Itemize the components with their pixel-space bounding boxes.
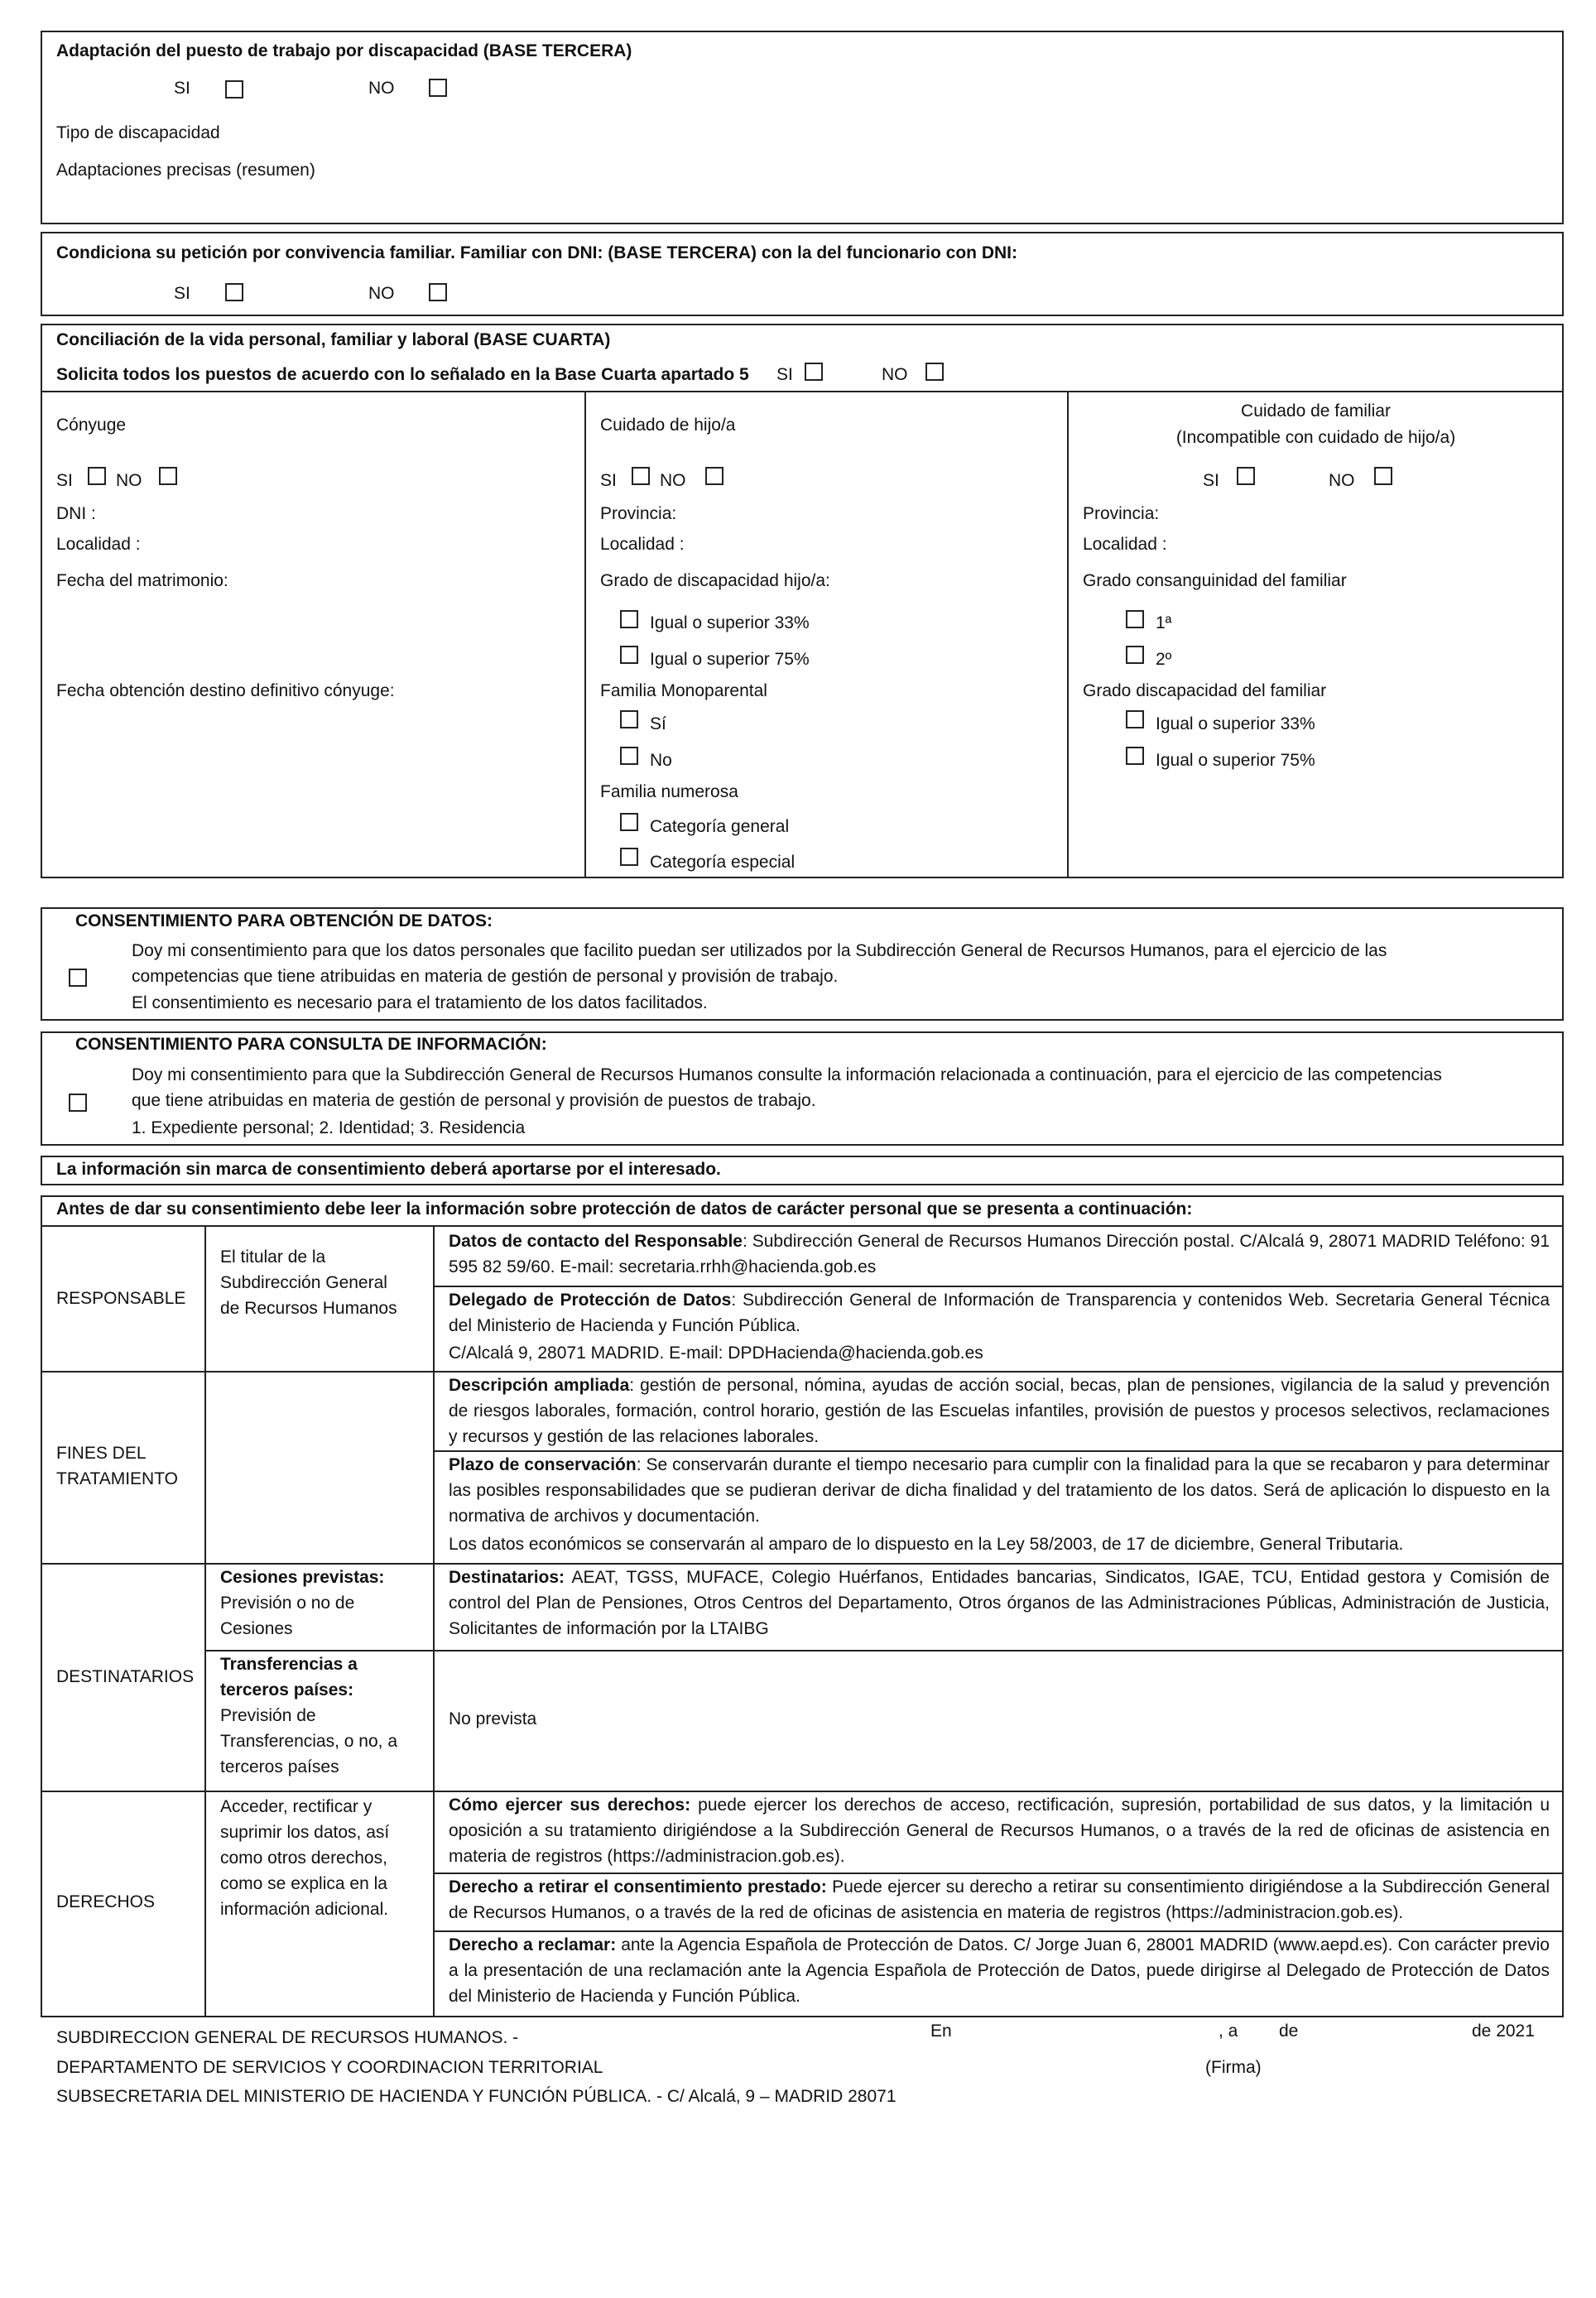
footer-a: , a bbox=[1219, 2022, 1238, 2041]
familiar-opt1-label: Igual o superior 33% bbox=[1156, 714, 1315, 733]
footer-firma: (Firma) bbox=[1205, 2058, 1262, 2077]
hijo-no-label: NO bbox=[660, 471, 686, 490]
hijo-si-checkbox[interactable] bbox=[632, 467, 650, 485]
fines-label: FINES DEL TRATAMIENTO bbox=[56, 1444, 178, 1488]
consent-consulta-line2: que tiene atribuidas en materia de gestión de personal y provisión de puestos de trabajo. bbox=[132, 1091, 816, 1110]
hijo-no-checkbox[interactable] bbox=[705, 467, 723, 485]
fines-descripcion bbox=[449, 1373, 1550, 1449]
hijo-mono-no-label: No bbox=[650, 751, 672, 770]
hijo-cat-especial-checkbox[interactable] bbox=[620, 848, 638, 866]
responsable-dpd-text2: C/Alcalá 9, 28071 MADRID. E-mail: DPDHacienda@hacienda.gob.es bbox=[449, 1344, 983, 1363]
destinatarios-label: DESTINATARIOS bbox=[56, 1667, 195, 1686]
derechos-reclamar bbox=[449, 1932, 1550, 2009]
consent-consulta-checkbox[interactable] bbox=[69, 1094, 87, 1112]
familiar-provincia: Provincia: bbox=[1083, 504, 1160, 523]
conciliacion-col-divider-2 bbox=[1067, 391, 1069, 878]
destinatarios-mid1-text: Previsión o no de Cesiones bbox=[220, 1594, 355, 1638]
familiar-localidad: Localidad : bbox=[1083, 535, 1167, 554]
hijo-opt1-checkbox[interactable] bbox=[620, 610, 638, 628]
adaptaciones-label: Adaptaciones precisas (resumen) bbox=[56, 161, 315, 180]
familiar-header-1: Cuidado de familiar bbox=[1241, 401, 1391, 421]
destinatarios-mid1-title: Cesiones previstas: bbox=[220, 1568, 385, 1587]
conyuge-localidad: Localidad : bbox=[56, 535, 141, 554]
consent-obtencion-checkbox[interactable] bbox=[69, 969, 87, 987]
conciliacion-col-divider-1 bbox=[584, 391, 586, 878]
familiar-opt1-checkbox[interactable] bbox=[1126, 710, 1144, 728]
responsable-contact bbox=[449, 1228, 1550, 1280]
sin-marca-text: La información sin marca de consentimiento deberá aportarse por el interesado. bbox=[56, 1160, 721, 1179]
consent-consulta-title: CONSENTIMIENTO PARA CONSULTA DE INFORMACIÓN: bbox=[75, 1035, 547, 1054]
conyuge-no-label: NO bbox=[116, 471, 142, 490]
conciliacion-no-checkbox[interactable] bbox=[925, 363, 944, 381]
derechos-retirar-text: Puede ejercer su derecho a retirar su consentimiento dirigiéndose a la Subdirección General de Recursos Humanos, o a través de la red de oficinas de asistencia en materia de registros (https://administracion.gob.es). bbox=[449, 1877, 1550, 1922]
responsable-dpd bbox=[449, 1287, 1550, 1339]
hijo-si-label: SI bbox=[600, 471, 617, 490]
conyuge-fecha-matrimonio: Fecha del matrimonio: bbox=[56, 571, 228, 590]
familiar-header-2: (Incompatible con cuidado de hijo/a) bbox=[1175, 428, 1456, 447]
familiar-si-checkbox[interactable] bbox=[1237, 467, 1255, 485]
conyuge-dni: DNI : bbox=[56, 504, 96, 523]
adaptacion-no-checkbox[interactable] bbox=[429, 79, 447, 97]
responsable-mid: El titular de la Subdirección General de Recursos Humanos bbox=[220, 1248, 397, 1318]
familiar-consanguinidad: Grado consanguinidad del familiar bbox=[1083, 571, 1347, 590]
hijo-mono-si-checkbox[interactable] bbox=[620, 710, 638, 728]
hijo-provincia: Provincia: bbox=[600, 504, 677, 523]
convivencia-no-checkbox[interactable] bbox=[429, 283, 447, 301]
familiar-g2-label: 2º bbox=[1156, 650, 1172, 669]
derechos-retirar bbox=[449, 1874, 1550, 1925]
consent-obtencion-line1: Doy mi consentimiento para que los datos personales que facilito puedan ser utilizados por la Subdirección General de Recursos Humanos, para el ejercicio de las bbox=[132, 941, 1387, 960]
hijo-mono-si-label: Sí bbox=[650, 714, 666, 733]
conyuge-header: Cónyuge bbox=[56, 416, 127, 435]
familiar-opt2-label: Igual o superior 75% bbox=[1156, 751, 1315, 770]
destinatarios-title: Destinatarios: bbox=[449, 1568, 565, 1587]
conciliacion-no-label: NO bbox=[882, 365, 908, 384]
hijo-opt2-checkbox[interactable] bbox=[620, 646, 638, 664]
responsable-contact-text: : Subdirección General de Recursos Humanos Dirección postal. C/Alcalá 9, 28071 MADRID Teléfono: 91 595 82 59/60. E-mail: secretaria.rrhh@hacienda.gob.es bbox=[449, 1232, 1550, 1276]
proteccion-header: Antes de dar su consentimiento debe leer la información sobre protección de datos de carácter personal que se presenta a continuación: bbox=[56, 1199, 1193, 1219]
conciliacion-si-label: SI bbox=[776, 365, 793, 384]
consent-consulta-line1: Doy mi consentimiento para que la Subdirección General de Recursos Humanos consulte la información relacionada a continuación, para el ejercicio de las competencias bbox=[132, 1065, 1442, 1084]
adaptacion-title: Adaptación del puesto de trabajo por discapacidad (BASE TERCERA) bbox=[56, 41, 632, 60]
fines-plazo-text2: Los datos económicos se conservarán al amparo de lo dispuesto en la Ley 58/2003, de 17 de diciembre, General Tributaria. bbox=[449, 1535, 1404, 1554]
hijo-header: Cuidado de hijo/a bbox=[600, 416, 736, 435]
familiar-grado-disc: Grado discapacidad del familiar bbox=[1083, 681, 1327, 700]
familiar-g1-label: 1ª bbox=[1156, 613, 1172, 632]
destinatarios-body: AEAT, TGSS, MUFACE, Colegio Huérfanos, Entidades bancarias, Sindicatos, IGAE, TCU, Entidad gestora y Comisión de control del Plan de Pensiones, Otros Centros del Departamento, Otros órganos de las Administraciones Públicas, Administración de Justicia, Solicitantes de información por la LTAIBG bbox=[449, 1568, 1550, 1638]
conciliacion-subtitle: Solicita todos los puestos de acuerdo con lo señalado en la Base Cuarta apartado 5 bbox=[56, 365, 749, 384]
convivencia-no-label: NO bbox=[368, 284, 395, 303]
responsable-contact-title: Datos de contacto del Responsable bbox=[449, 1232, 743, 1251]
hijo-cat-general-checkbox[interactable] bbox=[620, 813, 638, 831]
tipo-discapacidad-label: Tipo de discapacidad bbox=[56, 123, 220, 142]
consent-obtencion-title: CONSENTIMIENTO PARA OBTENCIÓN DE DATOS: bbox=[75, 911, 493, 930]
hijo-localidad: Localidad : bbox=[600, 535, 685, 554]
destinatarios-mid2-text: Previsión de Transferencias, o no, a terceros países bbox=[220, 1706, 397, 1776]
familiar-g1-checkbox[interactable] bbox=[1126, 610, 1144, 628]
fines-plazo-title: Plazo de conservación bbox=[449, 1455, 637, 1474]
consent-obtencion-line2: competencias que tiene atribuidas en materia de gestión de personal y provisión de trabajo. bbox=[132, 967, 839, 986]
familiar-si-label: SI bbox=[1203, 471, 1219, 490]
adaptacion-no-label: NO bbox=[368, 79, 395, 98]
responsable-label: RESPONSABLE bbox=[56, 1289, 186, 1308]
derechos-label: DERECHOS bbox=[56, 1892, 156, 1911]
conciliacion-title: Conciliación de la vida personal, familiar y laboral (BASE CUARTA) bbox=[56, 330, 611, 349]
destinatarios-mid2 bbox=[220, 1651, 411, 1780]
proteccion-col-divider-2 bbox=[433, 1225, 435, 2017]
hijo-cat-general-label: Categoría general bbox=[650, 817, 790, 836]
responsable-dpd-title: Delegado de Protección de Datos bbox=[449, 1291, 732, 1310]
derechos-ejercer-text: puede ejercer los derechos de acceso, rectificación, supresión, portabilidad de sus datos, y la limitación u oposición a su tratamiento dirigiéndose a la Subdirección General de Recursos Humanos, o a través de la red de oficinas de asistencia en materia de registros (https://administracion.gob.es). bbox=[449, 1796, 1550, 1866]
derechos-reclamar-text: ante la Agencia Española de Protección de Datos. C/ Jorge Juan 6, 28001 MADRID (www.aepd.es). Con carácter previo a la presentación de una reclamación ante la Agencia Española de Protección de Datos, puede dirigirse al Delegado de Protección de Datos del Ministerio de Hacienda y Función Pública. bbox=[449, 1935, 1550, 2006]
fines-plazo-text: : Se conservarán durante el tiempo necesario para cumplir con la finalidad para la que se recabaron y para determinar las posibles responsabilidades que se pudieran derivar de dicha finalidad y del tratamiento de los datos. Será de aplicación lo dispuesto en la normativa de archivos y documentación. bbox=[449, 1455, 1550, 1526]
destinatarios-mid1 bbox=[220, 1565, 423, 1642]
derechos-reclamar-title: Derecho a reclamar: bbox=[449, 1935, 617, 1954]
convivencia-title: Condiciona su petición por convivencia familiar. Familiar con DNI: (BASE TERCERA) con la del funcionario con DNI: bbox=[56, 243, 1017, 262]
hijo-opt1-label: Igual o superior 33% bbox=[650, 613, 810, 632]
familiar-opt2-checkbox[interactable] bbox=[1126, 747, 1144, 765]
conyuge-fecha-destino: Fecha obtención destino definitivo cónyuge: bbox=[56, 681, 395, 700]
proteccion-header-divider bbox=[41, 1225, 1564, 1227]
fines-descripcion-text: : gestión de personal, nómina, ayudas de acción social, becas, plan de pensiones, vigilancia de la salud y prevención de riesgos laborales, formación, control horario, gestión de las Escuelas infantiles, provisión de puestos y procesos selectivos, reclamaciones y recursos y gestión de las relaciones laborales. bbox=[449, 1376, 1550, 1446]
convivencia-si-checkbox[interactable] bbox=[225, 283, 243, 301]
destinatarios-mid2-title: Transferencias a terceros países: bbox=[220, 1655, 358, 1699]
hijo-monoparental: Familia Monoparental bbox=[600, 681, 767, 700]
footer-de: de bbox=[1279, 2022, 1299, 2041]
derechos-retirar-title: Derecho a retirar el consentimiento prestado: bbox=[449, 1877, 827, 1897]
familiar-g2-checkbox[interactable] bbox=[1126, 646, 1144, 664]
footer-line3: SUBSECRETARIA DEL MINISTERIO DE HACIENDA Y FUNCIÓN PÚBLICA. - C/ Alcalá, 9 – MADRID 28071 bbox=[56, 2087, 897, 2106]
destinatarios-text bbox=[449, 1565, 1550, 1642]
hijo-opt2-label: Igual o superior 75% bbox=[650, 650, 810, 669]
fines-descripcion-title: Descripción ampliada bbox=[449, 1376, 630, 1395]
hijo-numerosa: Familia numerosa bbox=[600, 782, 738, 801]
derechos-mid: Acceder, rectificar y suprimir los datos, así como otros derechos, como se explica en la información adicional. bbox=[220, 1797, 390, 1919]
derechos-ejercer-title: Cómo ejercer sus derechos: bbox=[449, 1796, 691, 1815]
hijo-cat-especial-label: Categoría especial bbox=[650, 853, 796, 872]
proteccion-col-divider-1 bbox=[204, 1225, 206, 2017]
conciliacion-divider bbox=[41, 391, 1564, 392]
responsable-dpd-text: : Subdirección General de Información de Transparencia y contenidos Web. Secretaria General Técnica del Ministerio de Hacienda y Función Pública. bbox=[449, 1291, 1550, 1335]
adaptacion-si-checkbox[interactable] bbox=[225, 80, 243, 99]
conyuge-si-checkbox[interactable] bbox=[88, 467, 106, 485]
hijo-grado: Grado de discapacidad hijo/a: bbox=[600, 571, 830, 590]
familiar-no-label: NO bbox=[1329, 471, 1355, 490]
conyuge-si-label: SI bbox=[56, 471, 73, 490]
adaptacion-si-label: SI bbox=[174, 79, 190, 98]
familiar-no-checkbox[interactable] bbox=[1374, 467, 1392, 485]
consent-obtencion-line3: El consentimiento es necesario para el tratamiento de los datos facilitados. bbox=[132, 993, 708, 1012]
destinatarios-no-prevista: No prevista bbox=[449, 1709, 537, 1728]
conciliacion-si-checkbox[interactable] bbox=[805, 363, 823, 381]
fines-plazo bbox=[449, 1452, 1550, 1529]
conyuge-no-checkbox[interactable] bbox=[159, 467, 177, 485]
derechos-ejercer bbox=[449, 1792, 1550, 1869]
footer-year: de 2021 bbox=[1472, 2022, 1535, 2041]
footer-line1: SUBDIRECCION GENERAL DE RECURSOS HUMANOS. - bbox=[56, 2028, 519, 2047]
footer-en: En bbox=[930, 2022, 952, 2041]
consent-consulta-line3: 1. Expediente personal; 2. Identidad; 3. Residencia bbox=[132, 1118, 526, 1137]
hijo-mono-no-checkbox[interactable] bbox=[620, 747, 638, 765]
footer-line2: DEPARTAMENTO DE SERVICIOS Y COORDINACION TERRITORIAL bbox=[56, 2058, 603, 2077]
convivencia-si-label: SI bbox=[174, 284, 190, 303]
